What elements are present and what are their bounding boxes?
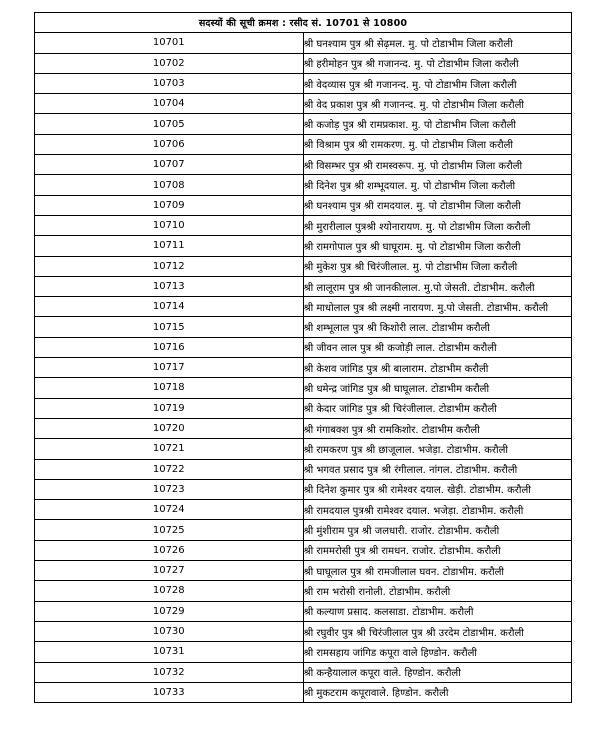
member-name: श्री विश्राम पुत्र श्री रामकरण. मु. पो टोडाभीम जिला करौली	[303, 134, 572, 154]
table-row	[35, 337, 572, 357]
table-row	[35, 561, 572, 581]
table-row	[35, 236, 572, 256]
receipt-number: 10722	[35, 459, 304, 479]
table-row	[35, 520, 572, 540]
table-row	[35, 155, 572, 175]
member-name: श्री वेद प्रकाश पुत्र श्री गजानन्द. मु. पो टोडाभीम जिला करौली	[303, 94, 572, 114]
receipt-number: 10730	[35, 621, 304, 641]
member-name: श्री दिनेश पुत्र श्री शम्भूदयाल. मु. पो टोडाभीम जिला करौली	[303, 175, 572, 195]
member-name: श्री धमेन्द्र जांगिड पुत्र श्री घाघूलाल. टोडाभीम करौली	[303, 378, 572, 398]
table-row	[35, 439, 572, 459]
table-row	[35, 358, 572, 378]
receipt-number: 10725	[35, 520, 304, 540]
receipt-number: 10728	[35, 581, 304, 601]
member-name: श्री कजोड़ पुत्र श्री रामप्रकाश. मु. पो टोडाभीम जिला करौली	[303, 114, 572, 134]
receipt-number: 10719	[35, 398, 304, 418]
table-row	[35, 134, 572, 154]
member-name: श्री दिनेश कुमार पुत्र श्री रामेश्वर दयाल. खेड़ी. टोडाभीम. करौली	[303, 479, 572, 499]
receipt-number: 10720	[35, 418, 304, 438]
member-list-sheet	[34, 12, 572, 703]
receipt-number: 10707	[35, 155, 304, 175]
table-row	[35, 114, 572, 134]
member-name: श्री रामसहाय जांगिड कपूरा वाले हिण्डोन. करौली	[303, 642, 572, 662]
receipt-number: 10702	[35, 53, 304, 73]
receipt-number: 10718	[35, 378, 304, 398]
receipt-number: 10705	[35, 114, 304, 134]
member-name: श्री केशव जांगिड पुत्र श्री बालाराम. टोडाभीम करौली	[303, 358, 572, 378]
table-row	[35, 256, 572, 276]
member-name: श्री वेदव्यास पुत्र श्री गजानन्द. मु. पो टोडाभीम जिला करौली	[303, 73, 572, 93]
receipt-number: 10724	[35, 500, 304, 520]
member-name: श्री रामगोपाल पुत्र श्री घाघूराम. मु. पो टोडाभीम जिला करौली	[303, 236, 572, 256]
table-row	[35, 601, 572, 621]
member-name: श्री मुंशीराम पुत्र श्री जलधारी. राजोर. टोडाभीम. करौली	[303, 520, 572, 540]
member-name: श्री कन्हैयालाल कपूरा वाले. हिण्डोन. करौली	[303, 662, 572, 682]
member-name: श्री घाघूलाल पुत्र श्री रामजीलाल घवन. टोडाभीम. करौली	[303, 561, 572, 581]
table-row	[35, 398, 572, 418]
table-row	[35, 297, 572, 317]
member-name: श्री विसम्भर पुत्र श्री रामस्वरूप. मु. पो टोडाभीम जिला करौली	[303, 155, 572, 175]
table-row	[35, 642, 572, 662]
table-row	[35, 94, 572, 114]
receipt-number: 10717	[35, 358, 304, 378]
receipt-number: 10727	[35, 561, 304, 581]
receipt-number: 10716	[35, 337, 304, 357]
table-row	[35, 581, 572, 601]
receipt-number: 10703	[35, 73, 304, 93]
receipt-number: 10713	[35, 276, 304, 296]
table-row	[35, 317, 572, 337]
receipt-number: 10710	[35, 215, 304, 235]
member-name: श्री घनश्याम पुत्र श्री रामदयाल. मु. पो टोडाभीम जिला करौली	[303, 195, 572, 215]
receipt-number: 10709	[35, 195, 304, 215]
receipt-number: 10712	[35, 256, 304, 276]
receipt-number: 10732	[35, 662, 304, 682]
member-rows	[35, 33, 572, 703]
receipt-number: 10733	[35, 682, 304, 702]
table-row	[35, 195, 572, 215]
table-row	[35, 215, 572, 235]
member-name: श्री रघुवीर पुत्र श्री चिरंजीलाल पुत्र श्री उरदेम टोडाभीम. करौली	[303, 621, 572, 641]
member-name: श्री गंगाबक्श पुत्र श्री रामकिशोर. टोडाभीम करौली	[303, 418, 572, 438]
member-name: श्री रामकरण पुत्र श्री छाजूलाल. भजेड़ा. टोडाभीम. करौली	[303, 439, 572, 459]
table-row	[35, 73, 572, 93]
receipt-number: 10711	[35, 236, 304, 256]
member-name: श्री राममरोसी पुत्र श्री रामधन. राजोर. टोडाभीम. करौली	[303, 540, 572, 560]
table-row	[35, 459, 572, 479]
receipt-number: 10715	[35, 317, 304, 337]
table-row	[35, 479, 572, 499]
table-row	[35, 276, 572, 296]
table-row	[35, 621, 572, 641]
member-name: श्री भगवत प्रसाद पुत्र श्री रंगीलाल. नांगल. टोडाभीम. करौली	[303, 459, 572, 479]
table-row	[35, 418, 572, 438]
receipt-number: 10721	[35, 439, 304, 459]
receipt-number: 10708	[35, 175, 304, 195]
table-row	[35, 378, 572, 398]
member-name: श्री राम भरोसी रानोली. टोडाभीम. करौली	[303, 581, 572, 601]
member-name: श्री माधोलाल पुत्र श्री लक्ष्मी नारायण. मु.पो जेसती. टोडाभीम. करौली	[303, 297, 572, 317]
receipt-number: 10731	[35, 642, 304, 662]
receipt-number: 10706	[35, 134, 304, 154]
member-name: श्री रामदयाल पुत्रश्री रामेश्वर दयाल. भजेड़ा. टोडाभीम. करौली	[303, 500, 572, 520]
member-name: श्री कल्याण प्रसाद. कलसाडा. टोडाभीम. करौली	[303, 601, 572, 621]
receipt-number: 10704	[35, 94, 304, 114]
member-name: श्री लालूराम पुत्र श्री जानकीलाल. मु.पो जेसती. टोडाभीम. करौली	[303, 276, 572, 296]
table-row	[35, 540, 572, 560]
member-name: श्री मुरारीलाल पुत्रश्री श्योनारायण. मु. पो टोडाभीम जिला करौली	[303, 215, 572, 235]
receipt-number: 10729	[35, 601, 304, 621]
document-title: सदस्यों की सूची क्रमश : रसीद सं. 10701 से 10800	[35, 13, 572, 33]
table-row	[35, 682, 572, 702]
receipt-number: 10726	[35, 540, 304, 560]
member-name: श्री जीवन लाल पुत्र श्री कजोड़ी लाल. टोडाभीम करौली	[303, 337, 572, 357]
member-name: श्री मुकटराम कपूरावाले. हिण्डोन. करौली	[303, 682, 572, 702]
table-row	[35, 175, 572, 195]
table-row	[35, 500, 572, 520]
table-row	[35, 53, 572, 73]
member-name: श्री घनश्याम पुत्र श्री सेढ़मल. मु. पो टोडाभीम जिला करौली	[303, 33, 572, 53]
member-name: श्री मुकेश पुत्र श्री चिरंजीलाल. मु. पो टोडाभीम जिला करौली	[303, 256, 572, 276]
member-name: श्री हरीमोहन पुत्र श्री गजानन्द. मु. पो टोडाभीम जिला करौली	[303, 53, 572, 73]
table-row	[35, 662, 572, 682]
receipt-number: 10701	[35, 33, 304, 53]
table-row	[35, 33, 572, 53]
receipt-number: 10714	[35, 297, 304, 317]
member-name: श्री केदार जांगिड पुत्र श्री चिरंजीलाल. टोडाभीम करौली	[303, 398, 572, 418]
table-header-row	[35, 13, 572, 33]
member-list-table	[34, 12, 572, 703]
receipt-number: 10723	[35, 479, 304, 499]
member-name: श्री शम्भूलाल पुत्र श्री किशोरी लाल. टोडाभीम करौली	[303, 317, 572, 337]
